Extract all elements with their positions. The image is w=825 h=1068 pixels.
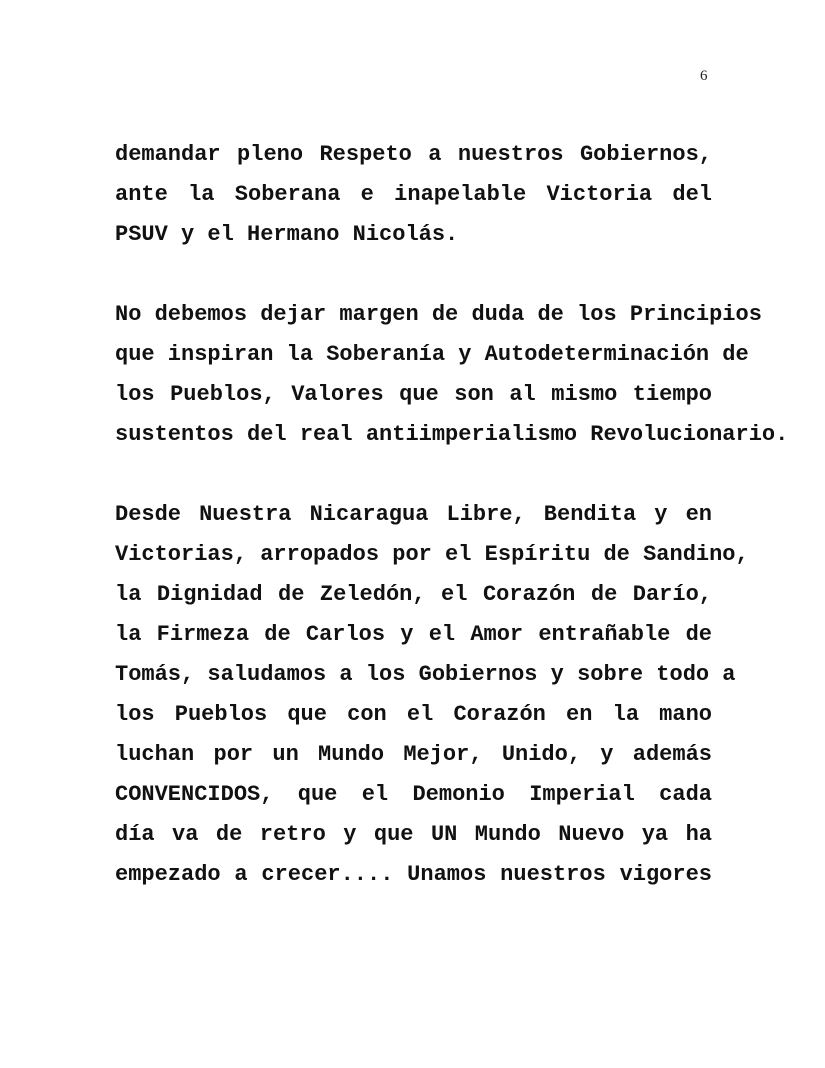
- text-line: Desde Nuestra Nicaragua Libre, Bendita y en: [115, 502, 712, 527]
- text-line: los Pueblos, Valores que son al mismo tiempo: [115, 382, 712, 407]
- text-line: empezado a crecer.... Unamos nuestros vigores: [115, 862, 712, 887]
- text-line: la Firmeza de Carlos y el Amor entrañable de: [115, 622, 712, 647]
- page-number: 6: [700, 68, 708, 84]
- text-line: que inspiran la Soberanía y Autodeterminación de: [115, 342, 749, 367]
- paragraph-1: [115, 140, 712, 260]
- text-line: Victorias, arropados por el Espíritu de Sandino,: [115, 542, 749, 567]
- text-line: sustentos del real antiimperialismo Revolucionario.: [115, 422, 789, 447]
- document-body: [115, 140, 789, 940]
- text-line: Tomás, saludamos a los Gobiernos y sobre todo a: [115, 662, 736, 687]
- text-line: los Pueblos que con el Corazón en la mano: [115, 702, 712, 727]
- paragraph-3: [115, 500, 749, 900]
- text-line: CONVENCIDOS, que el Demonio Imperial cada: [115, 782, 712, 807]
- text-line: día va de retro y que UN Mundo Nuevo ya ha: [115, 822, 712, 847]
- paragraph-2: [115, 300, 789, 460]
- text-line: No debemos dejar margen de duda de los Principios: [115, 302, 762, 327]
- text-line: PSUV y el Hermano Nicolás.: [115, 222, 459, 247]
- text-line: luchan por un Mundo Mejor, Unido, y además: [115, 742, 712, 767]
- text-line: la Dignidad de Zeledón, el Corazón de Darío,: [115, 582, 712, 607]
- text-line: ante la Soberana e inapelable Victoria del: [115, 182, 712, 207]
- text-line: demandar pleno Respeto a nuestros Gobiernos,: [115, 142, 712, 167]
